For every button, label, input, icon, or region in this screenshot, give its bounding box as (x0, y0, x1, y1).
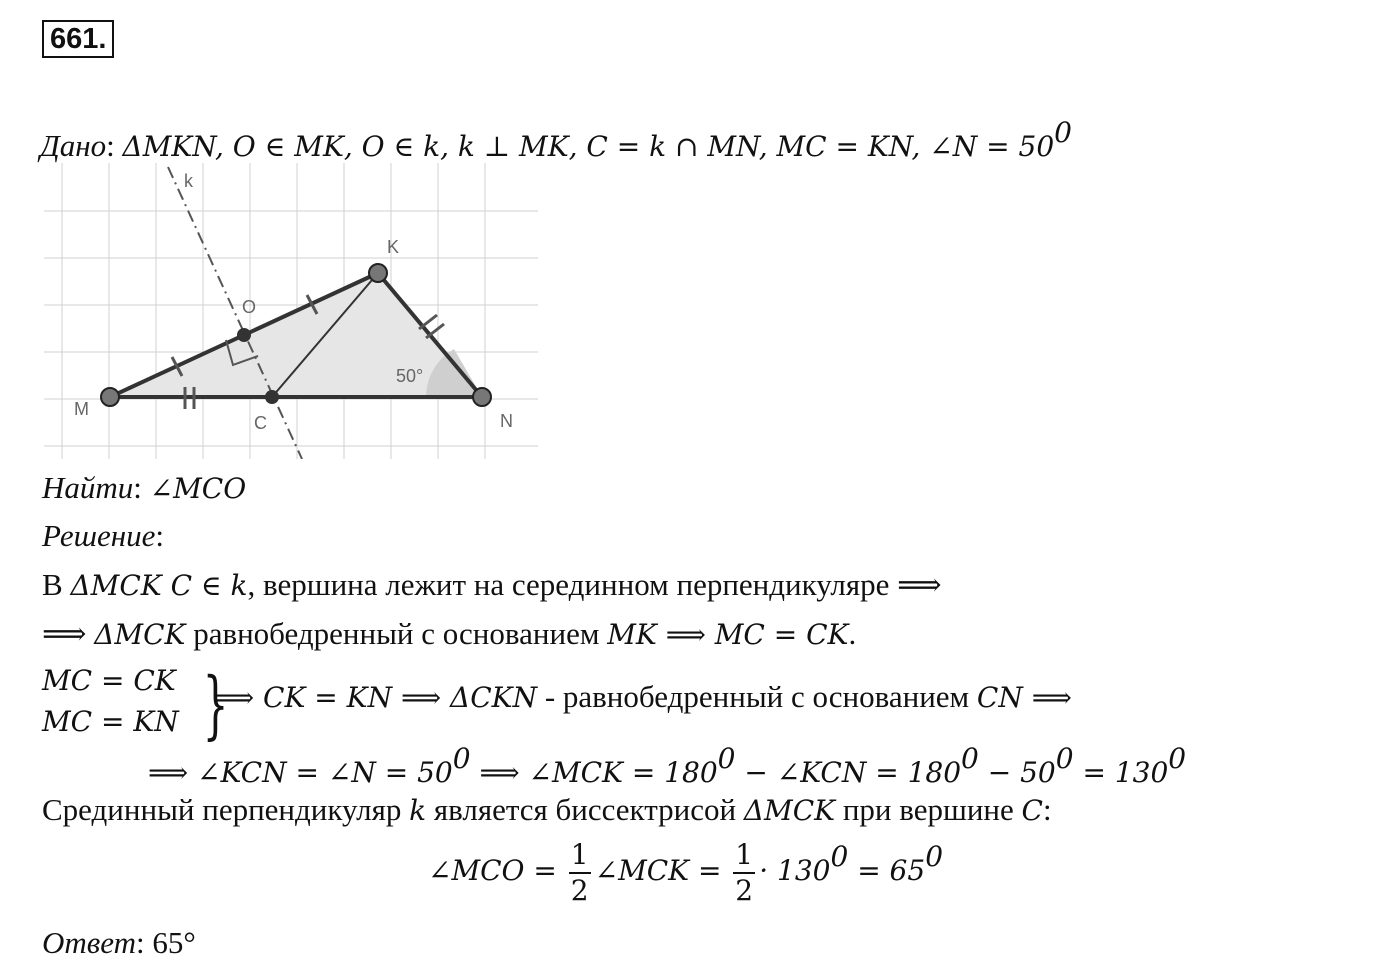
answer-line: Ответ: 65° (42, 925, 196, 960)
point-n (473, 388, 491, 406)
given-label: Дано (40, 128, 107, 163)
point-c (265, 390, 279, 404)
solution-label-line: Решение: (42, 518, 164, 553)
point-o (237, 328, 251, 342)
system-row-1: MC = CK (42, 664, 176, 697)
label-angle: 50° (396, 366, 424, 386)
label-k: K (387, 237, 400, 257)
given-line: Дано: ΔMKN, O ∈ MK, O ∈ k, k ⊥ MK, C = k ∩ MN, MC = KN, ∠N = $50^0$ (40, 116, 1072, 163)
triangle-mkn-fill (110, 273, 482, 397)
given-degree: 0 (1054, 116, 1072, 149)
given-text: ΔMKN, O ∈ MK, O ∈ k, k ⊥ MK, C = k ∩ MN, MC = KN, ∠N = 50 (122, 130, 1055, 163)
problem-number: 661. (42, 20, 114, 58)
fraction-2: $\frac{1}{2}$ (733, 838, 755, 908)
answer-value: 65° (152, 925, 196, 960)
equation-system (42, 660, 229, 748)
label-k-line: k (184, 171, 193, 191)
answer-label: Ответ (42, 925, 136, 960)
label-n: N (500, 411, 513, 431)
point-k (369, 264, 387, 282)
find-line: Найти: ∠MCO (42, 470, 247, 505)
step-4: ⟹ ∠KCN = ∠N = $50^0$ ⟹ ∠MCK = $180^0$ − ∠KCN = $180^0 - 50^0 = 130^0$ (148, 742, 1187, 789)
find-text: ∠MCO (149, 472, 247, 505)
label-o: O (242, 297, 257, 317)
final-formula: ∠MCO = $\frac{1}{2}$ ∠MCK = $\frac{1}{2}$ · $130^0 = 65^0$ (428, 838, 944, 907)
step-5: Срединный перпендикуляр k является биссектрисой ΔMCK при вершине C: (42, 792, 1052, 827)
step-2: ⟹ ΔMCK равнобедренный с основанием MK ⟹ MC = CK. (42, 616, 857, 651)
system-row-2: MC = KN (42, 705, 179, 738)
step-1: В ΔMCK C ∈ k, вершина лежит на серединном перпендикуляре ⟹ (42, 567, 942, 602)
fraction-1: $\frac{1}{2}$ (569, 838, 591, 908)
label-c: C (254, 413, 267, 433)
system-brace: } (202, 662, 229, 748)
geometry-figure (44, 163, 538, 464)
step-3: ⟹ CK = KN ⟹ ΔCKN - равнобедренный с основанием CN ⟹ (214, 679, 1072, 714)
label-m: M (74, 399, 89, 419)
solution-label: Решение (42, 518, 156, 553)
find-label: Найти (42, 470, 134, 505)
point-m (101, 388, 119, 406)
grid (44, 163, 538, 459)
